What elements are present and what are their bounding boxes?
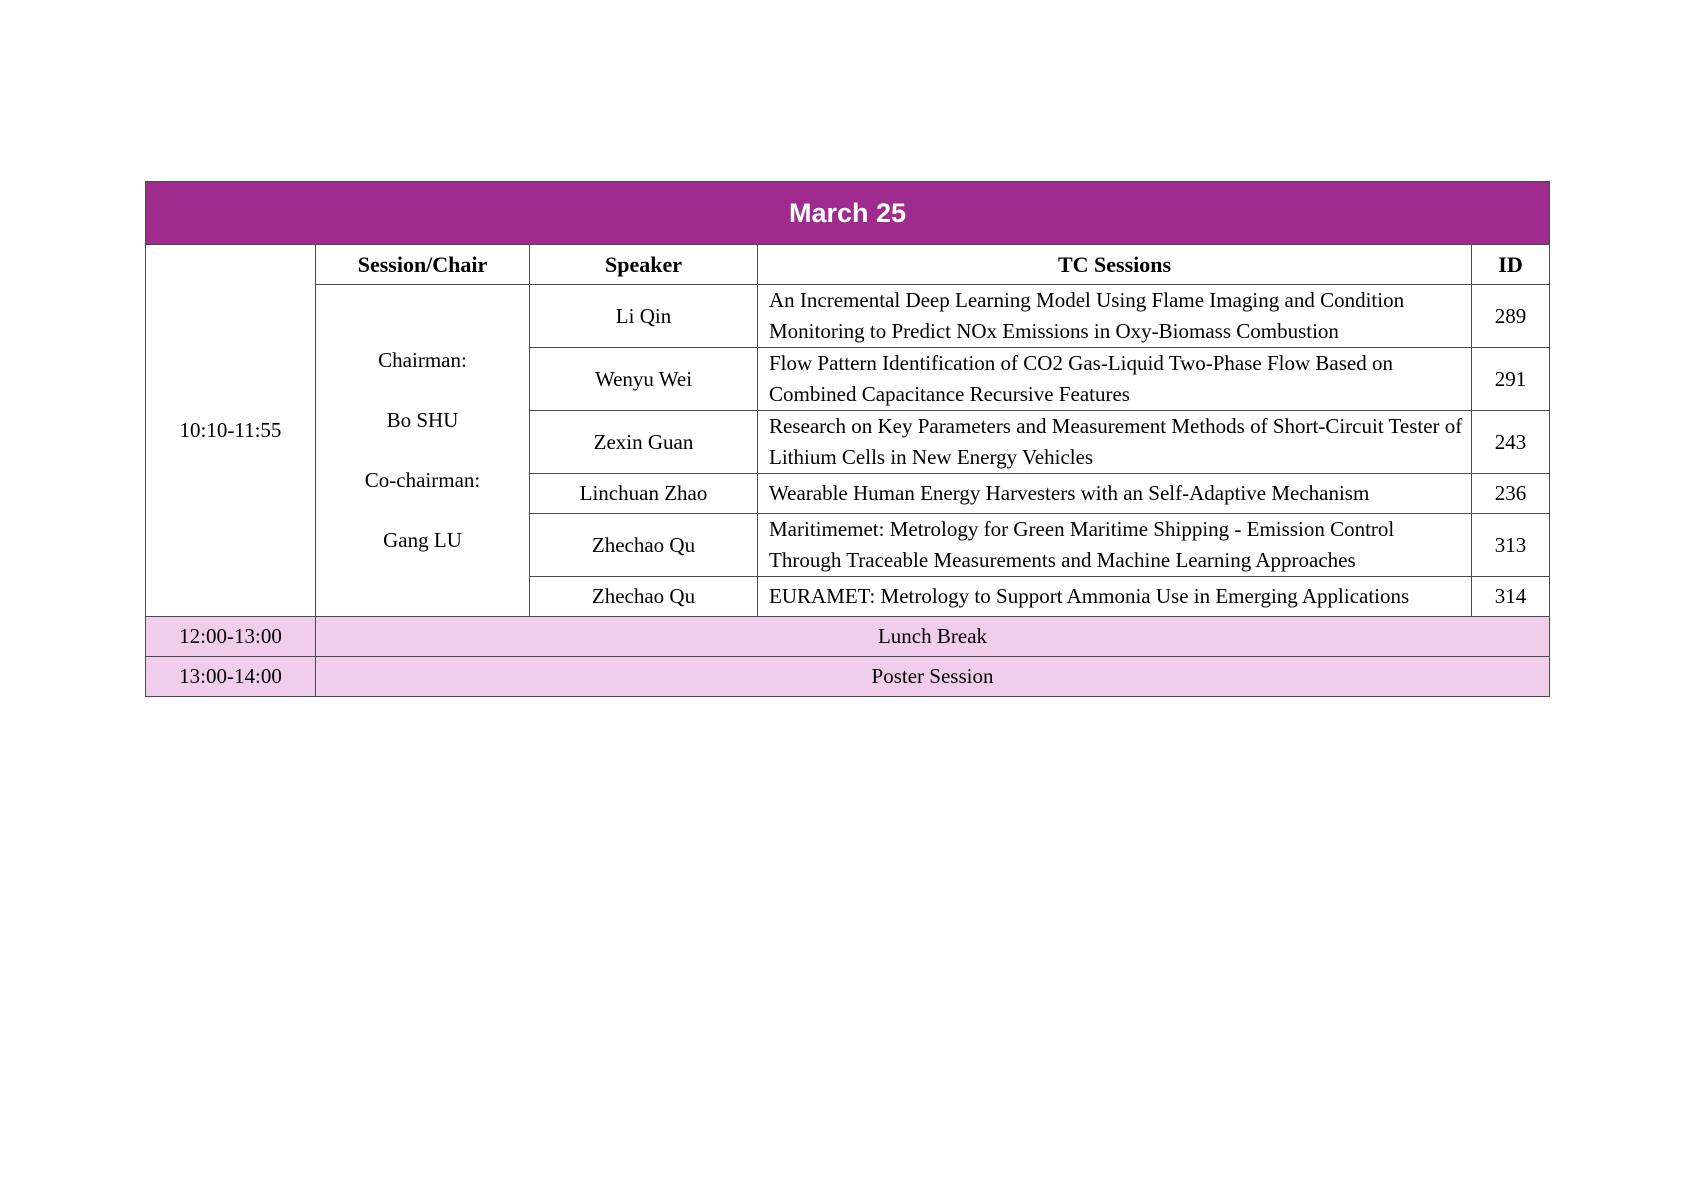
break-label: Lunch Break [316,617,1550,657]
date-title: March 25 [146,182,1550,245]
talk-speaker: Wenyu Wei [530,348,758,411]
column-header-row [146,245,1550,285]
talk-id: 314 [1472,577,1550,617]
session-chair-cell [316,285,530,617]
cochair-label: Co-chairman: [364,468,481,492]
session-time: 10:10-11:55 [146,245,316,617]
break-time: 12:00-13:00 [146,617,316,657]
header-tc-sessions: TC Sessions [758,245,1472,285]
talk-id: 291 [1472,348,1550,411]
talk-id: 313 [1472,514,1550,577]
talk-title: Wearable Human Energy Harvesters with an Self-Adaptive Mechanism [758,474,1472,514]
date-header-row [146,182,1550,245]
talk-id: 243 [1472,411,1550,474]
talk-title: Research on Key Parameters and Measurement Methods of Short-Circuit Tester of Lithium Cells in New Energy Vehicles [758,411,1472,474]
talk-title: Flow Pattern Identification of CO2 Gas-Liquid Two-Phase Flow Based on Combined Capacitance Recursive Features [758,348,1472,411]
talk-speaker: Zhechao Qu [530,577,758,617]
talk-row [146,285,1550,348]
break-label: Poster Session [316,657,1550,697]
talk-title: An Incremental Deep Learning Model Using Flame Imaging and Condition Monitoring to Predict NOx Emissions in Oxy-Biomass Combustion [758,285,1472,348]
schedule-table [145,181,1550,697]
talk-id: 289 [1472,285,1550,348]
lunch-break-row [146,617,1550,657]
talk-speaker: Zexin Guan [530,411,758,474]
break-time: 13:00-14:00 [146,657,316,697]
cochair-name: Gang LU [383,528,462,552]
header-id: ID [1472,245,1550,285]
talk-speaker: Li Qin [530,285,758,348]
header-session-chair: Session/Chair [316,245,530,285]
talk-title: Maritimemet: Metrology for Green Maritime Shipping - Emission Control Through Traceable Measurements and Machine Learning Approaches [758,514,1472,577]
poster-session-row [146,657,1550,697]
talk-speaker: Linchuan Zhao [530,474,758,514]
talk-title: EURAMET: Metrology to Support Ammonia Use in Emerging Applications [758,577,1472,617]
talk-id: 236 [1472,474,1550,514]
chair-label: Chairman: [378,348,467,372]
chair-name: Bo SHU [386,408,459,432]
talk-speaker: Zhechao Qu [530,514,758,577]
header-speaker: Speaker [530,245,758,285]
